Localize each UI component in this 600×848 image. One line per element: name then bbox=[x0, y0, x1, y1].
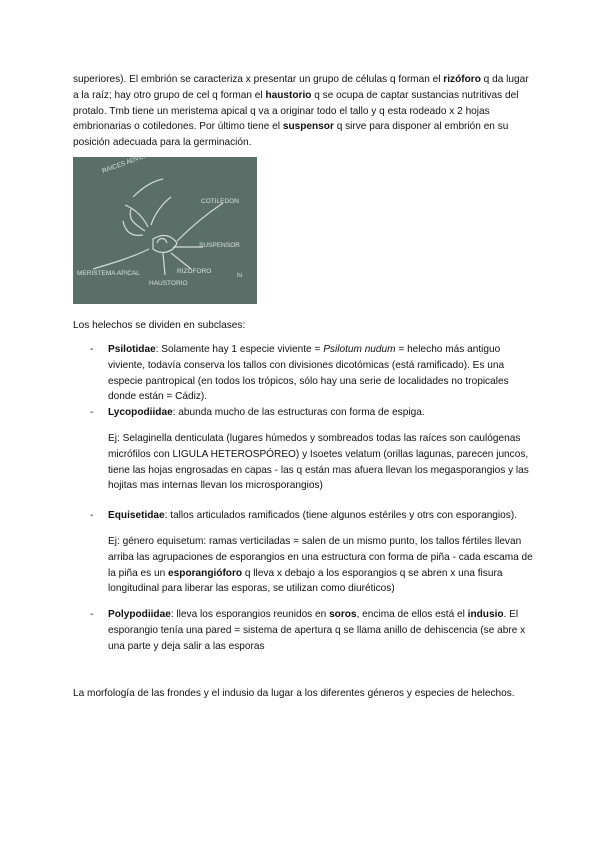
subclasses-heading: Los helechos se dividen en subclases: bbox=[73, 320, 246, 331]
term-esporangioforo: esporangióforo bbox=[168, 567, 243, 579]
label-meristema-apical: MERISTEMA APICAL bbox=[77, 270, 140, 277]
item-text: = helecho más antiguo viviente, todavía conserva los tallos con divisiones dicotómicas (está ramificado). Es una especie pantropical (en todos los trópicos, sólo hay una serie de localidades no tropicales donde están = Cádiz). bbox=[108, 344, 509, 403]
term-soros: soros bbox=[329, 609, 357, 621]
example-lycopodiidae: Ej: Selaginella denticulata (lugares húmedos y sombreados todas las raíces son caulógenas micrófilos con LIGULA HETEROSPÓREO) y Isoetes velatum (orillas lagunas, parecen juncos, tiene las hojas engrosadas en capas - las q están mas afuera llevan los megasporangios y las hojitas mas internas llevan los microsporangios) bbox=[108, 432, 529, 492]
item-text: : Solamente hay 1 especie viviente = bbox=[155, 344, 324, 355]
intro-text-1: superiores). El embrión se caracteriza x presentar un grupo de células q forman el bbox=[73, 74, 444, 85]
item-text: : tallos articulados ramificados (tiene algunos estériles y otrs con esporangios). bbox=[164, 510, 517, 522]
embryo-sketch bbox=[73, 157, 257, 304]
list-item-equisetidae bbox=[73, 508, 533, 597]
term-polypodiidae: Polypodiidae bbox=[108, 609, 171, 621]
term-rizoforo: rizóforo bbox=[443, 74, 481, 85]
item-text: . El esporangio tenía una pared = sistema de apertura q se llama anillo de dehiscencia (se abre x una parte y deja salir a las esporas bbox=[108, 609, 526, 652]
term-indusio: indusio bbox=[467, 609, 504, 621]
term-equisetidae: Equisetidae bbox=[108, 510, 165, 522]
closing-paragraph: La morfología de las frondes y el indusio da lugar a los diferentes géneros y especies de helechos. bbox=[73, 688, 515, 699]
intro-text-3: q se ocupa de captar sustancias nutritivas del protalo. Tmb tiene un meristema apical q va a originar todo el tallo y q esta rodeado x 2 hojas embrionarias o cotiledones. Por último tiene el bbox=[73, 89, 519, 133]
item-text: : lleva los esporangios reunidos en bbox=[170, 609, 330, 621]
item-text: , encima de ellos está el bbox=[356, 609, 468, 621]
list-bullet: - bbox=[90, 609, 94, 621]
list-bullet: - bbox=[90, 510, 94, 522]
item-text: : abunda mucho de las estructuras con forma de espiga. bbox=[172, 407, 425, 419]
label-haustorio: HAUSTORIO bbox=[149, 280, 188, 287]
embryo-chalkboard-diagram bbox=[73, 157, 257, 304]
term-lycopodiidae: Lycopodiidae bbox=[108, 407, 173, 419]
list-bullet: - bbox=[90, 344, 94, 355]
list-bullet: - bbox=[90, 407, 94, 419]
species-psilotum-nudum: Psilotum nudum bbox=[323, 344, 396, 355]
term-suspensor: suspensor bbox=[282, 121, 334, 133]
label-rizoforo: RIZOFORO bbox=[177, 268, 212, 275]
list-item-psilotidae bbox=[73, 342, 533, 405]
label-hi: hi bbox=[237, 272, 243, 279]
term-haustorio: haustorio bbox=[265, 89, 312, 101]
term-psilotidae: Psilotidae bbox=[108, 344, 156, 355]
label-suspensor: SUSPENSOR bbox=[199, 242, 240, 249]
list-item-lycopodiidae bbox=[73, 405, 533, 494]
intro-text-4: q sirve para disponer al embrión en su posición adecuada para la germinación. bbox=[73, 121, 509, 149]
subclasses-list bbox=[73, 342, 533, 655]
intro-text-2: q da lugar a la raíz; hay otro grupo de cel q forman el bbox=[73, 74, 529, 101]
intro-paragraph bbox=[73, 72, 533, 151]
example-text: Ej: género equisetum: ramas verticiladas = salen de un mismo punto, los tallos fértiles llevan arriba las agrupaciones de esporangios en una estructura con forma de piña - cada escama de la piña es un bbox=[108, 535, 533, 579]
list-item-polypodiidae bbox=[73, 607, 533, 654]
label-cotiledon: COTILEDON bbox=[201, 198, 239, 205]
example-equisetidae bbox=[108, 534, 533, 597]
example-text: q lleva x debajo a los esporangios q se abren x una fisura longitudinal para liberar las esporas, se utilizan como diuréticos) bbox=[108, 567, 503, 595]
